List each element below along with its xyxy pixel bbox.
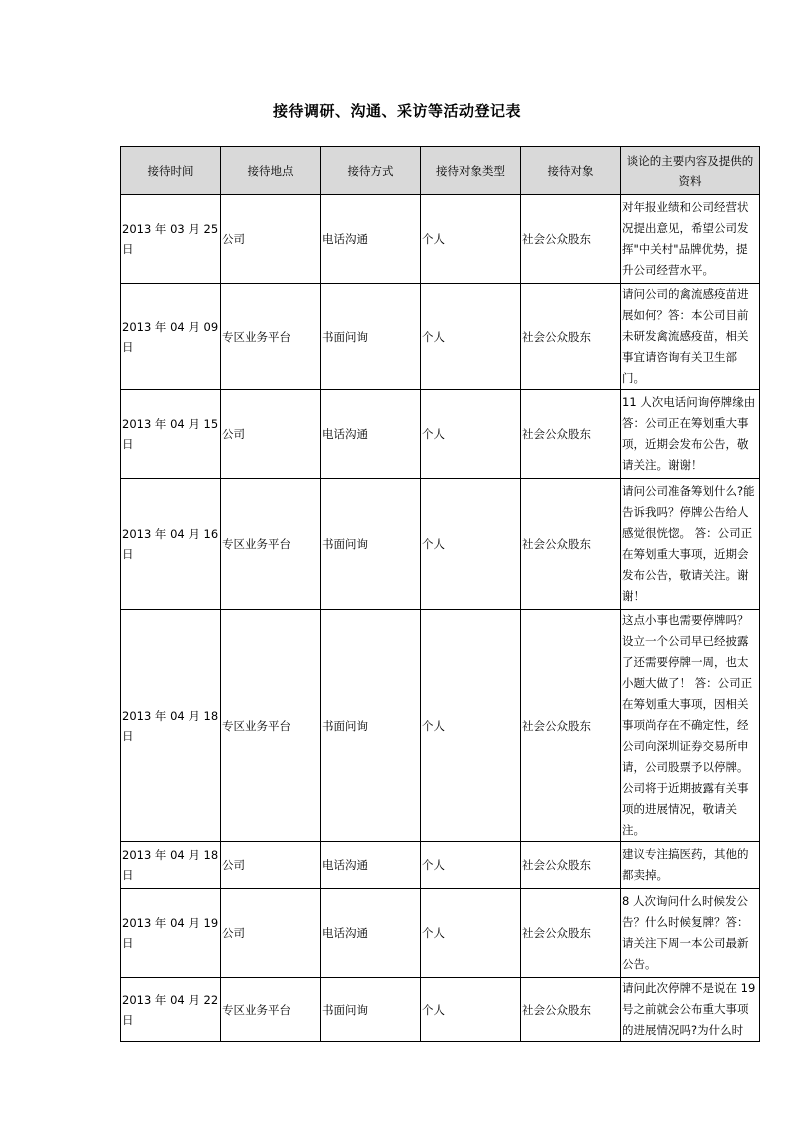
cell-time: 2013 年 04 月 22 日 <box>121 978 221 1042</box>
table-row <box>121 610 760 842</box>
cell-method: 电话沟通 <box>321 889 421 978</box>
cell-time: 2013 年 04 月 16 日 <box>121 479 221 610</box>
cell-target: 社会公众股东 <box>521 978 621 1042</box>
cell-place: 专区业务平台 <box>221 284 321 390</box>
cell-content: 请问公司准备筹划什么?能告诉我吗？停牌公告给人感觉很恍惚。 答：公司正在筹划重大事项，近期会发布公告，敬请关注。谢谢！ <box>621 479 760 610</box>
header-place: 接待地点 <box>221 147 321 195</box>
cell-time: 2013 年 04 月 19 日 <box>121 889 221 978</box>
cell-target: 社会公众股东 <box>521 195 621 284</box>
cell-place: 专区业务平台 <box>221 978 321 1042</box>
table-row <box>121 889 760 978</box>
cell-place: 公司 <box>221 842 321 889</box>
cell-type: 个人 <box>421 889 521 978</box>
cell-time: 2013 年 04 月 09 日 <box>121 284 221 390</box>
cell-type: 个人 <box>421 284 521 390</box>
cell-method: 电话沟通 <box>321 195 421 284</box>
cell-target: 社会公众股东 <box>521 390 621 479</box>
cell-place: 专区业务平台 <box>221 479 321 610</box>
table-row <box>121 195 760 284</box>
cell-target: 社会公众股东 <box>521 842 621 889</box>
table-row <box>121 479 760 610</box>
cell-place: 公司 <box>221 390 321 479</box>
cell-content: 请问公司的禽流感疫苗进展如何？答：本公司目前未研发禽流感疫苗，相关事宜请咨询有关卫生部门。 <box>621 284 760 390</box>
cell-method: 书面问询 <box>321 978 421 1042</box>
cell-method: 书面问询 <box>321 479 421 610</box>
cell-place: 专区业务平台 <box>221 610 321 842</box>
cell-target: 社会公众股东 <box>521 889 621 978</box>
cell-type: 个人 <box>421 610 521 842</box>
header-target: 接待对象 <box>521 147 621 195</box>
cell-content: 请问此次停牌不是说在 19 号之前就会公布重大事项的进展情况吗?为什么时 <box>621 978 760 1042</box>
cell-type: 个人 <box>421 479 521 610</box>
cell-place: 公司 <box>221 195 321 284</box>
table-row <box>121 978 760 1042</box>
cell-content: 8 人次询问什么时候发公告？什么时候复牌？答：请关注下周一本公司最新公告。 <box>621 889 760 978</box>
cell-time: 2013 年 03 月 25 日 <box>121 195 221 284</box>
cell-place: 公司 <box>221 889 321 978</box>
cell-content: 对年报业绩和公司经营状况提出意见，希望公司发挥"中关村"品牌优势，提升公司经营水平。 <box>621 195 760 284</box>
cell-target: 社会公众股东 <box>521 479 621 610</box>
header-content: 谈论的主要内容及提供的资料 <box>621 147 760 195</box>
cell-time: 2013 年 04 月 18 日 <box>121 842 221 889</box>
header-method: 接待方式 <box>321 147 421 195</box>
table-row <box>121 284 760 390</box>
table-header-row <box>121 147 760 195</box>
cell-method: 电话沟通 <box>321 390 421 479</box>
cell-method: 电话沟通 <box>321 842 421 889</box>
activity-register-table <box>120 146 760 1042</box>
cell-type: 个人 <box>421 978 521 1042</box>
table-row <box>121 390 760 479</box>
cell-target: 社会公众股东 <box>521 610 621 842</box>
cell-content: 建议专注搞医药，其他的都卖掉。 <box>621 842 760 889</box>
cell-time: 2013 年 04 月 18 日 <box>121 610 221 842</box>
cell-type: 个人 <box>421 842 521 889</box>
table-row <box>121 842 760 889</box>
cell-type: 个人 <box>421 195 521 284</box>
document-title: 接待调研、沟通、采访等活动登记表 <box>272 102 521 120</box>
cell-method: 书面问询 <box>321 284 421 390</box>
cell-time: 2013 年 04 月 15 日 <box>121 390 221 479</box>
cell-target: 社会公众股东 <box>521 284 621 390</box>
header-time: 接待时间 <box>121 147 221 195</box>
cell-method: 书面问询 <box>321 610 421 842</box>
header-target-type: 接待对象类型 <box>421 147 521 195</box>
cell-type: 个人 <box>421 390 521 479</box>
cell-content: 11 人次电话问询停牌缘由 答：公司正在筹划重大事项，近期会发布公告，敬请关注。谢谢！ <box>621 390 760 479</box>
cell-content: 这点小事也需要停牌吗？设立一个公司早已经披露了还需要停牌一周，也太小题大做了！ 答：公司正在筹划重大事项，因相关事项尚存在不确定性，经公司向深圳证券交易所申请，公司股票予以停牌。公司将于近期披露有关事项的进展情况，敬请关注。 <box>621 610 760 842</box>
